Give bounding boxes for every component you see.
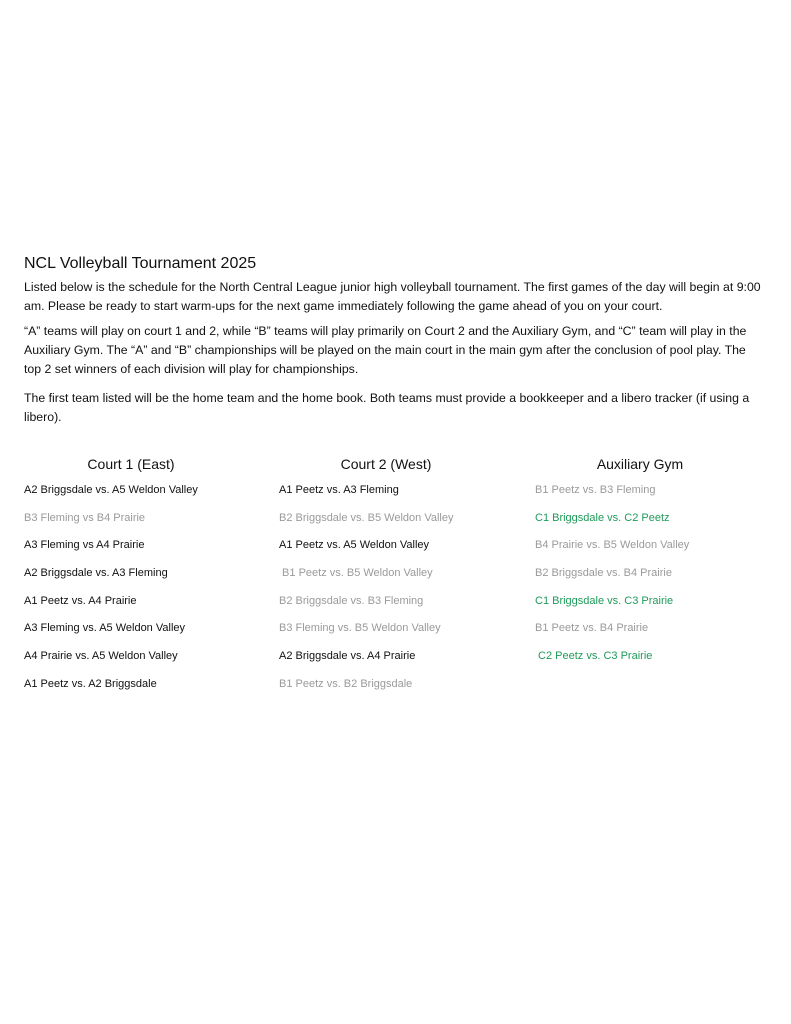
- game-entry: A1 Peetz vs. A2 Briggsdale: [24, 677, 157, 690]
- court-1-column: [24, 456, 264, 705]
- document-title: NCL Volleyball Tournament 2025: [24, 255, 257, 272]
- game-entry: B2 Briggsdale vs. B4 Prairie: [535, 567, 672, 580]
- game-entry: A3 Fleming vs A4 Prairie: [24, 539, 145, 552]
- game-entry: A3 Fleming vs. A5 Weldon Valley: [24, 622, 186, 635]
- game-entry: B2 Briggsdale vs. B3 Fleming: [279, 594, 424, 607]
- auxiliary-gym-column: [535, 456, 775, 677]
- court-2-column: [279, 456, 519, 705]
- game-entry: C1 Briggsdale vs. C3 Prairie: [535, 594, 674, 607]
- game-entry: C1 Briggsdale vs. C2 Peetz: [535, 511, 670, 524]
- game-entry: A1 Peetz vs. A3 Fleming: [279, 484, 399, 496]
- game-entry: B1 Peetz vs. B3 Fleming: [535, 484, 656, 496]
- game-entry: B1 Peetz vs. B5 Weldon Valley: [279, 567, 433, 580]
- court-heading: Auxiliary Gym: [596, 456, 684, 472]
- home-team-paragraph: The first team listed will be the home team and the home book. Both teams must provide a bookkeeper and a libero tracker (if using a libero).: [24, 391, 750, 424]
- game-entry: A1 Peetz vs. A4 Prairie: [24, 594, 137, 607]
- game-entry: B4 Prairie vs. B5 Weldon Valley: [535, 539, 690, 552]
- game-entry: A4 Prairie vs. A5 Weldon Valley: [24, 650, 178, 663]
- court-heading: Court 2 (West): [340, 456, 432, 472]
- game-entry: A1 Peetz vs. A5 Weldon Valley: [279, 539, 430, 552]
- divisions-paragraph: “A” teams will play on court 1 and 2, while “B” teams will play primarily on Court 2 and the Auxiliary Gym, and “C” team will play in the Auxiliary Gym. The “A” and “B” championships will be played on the main court in the main gym after the conclusion of pool play. The top 2 set winners of each division will play for championships.: [24, 324, 747, 376]
- game-entry: A2 Briggsdale vs. A3 Fleming: [24, 567, 168, 580]
- game-entry: B3 Fleming vs. B5 Weldon Valley: [279, 622, 441, 635]
- intro-paragraph: Listed below is the schedule for the North Central League junior high volleyball tournament. The first games of the day will begin at 9:00 am. Please be ready to start warm-ups for the next game immediately following the game ahead of you on your court.: [24, 280, 761, 313]
- game-entry: C2 Peetz vs. C3 Prairie: [535, 650, 653, 663]
- game-entry: B1 Peetz vs. B4 Prairie: [535, 622, 649, 635]
- game-entry: B1 Peetz vs. B2 Briggsdale: [279, 677, 413, 690]
- game-entry: A2 Briggsdale vs. A5 Weldon Valley: [24, 484, 198, 496]
- court-heading: Court 1 (East): [87, 456, 175, 472]
- game-entry: A2 Briggsdale vs. A4 Prairie: [279, 650, 416, 663]
- game-entry: B2 Briggsdale vs. B5 Weldon Valley: [279, 511, 454, 524]
- game-entry: B3 Fleming vs B4 Prairie: [24, 511, 146, 524]
